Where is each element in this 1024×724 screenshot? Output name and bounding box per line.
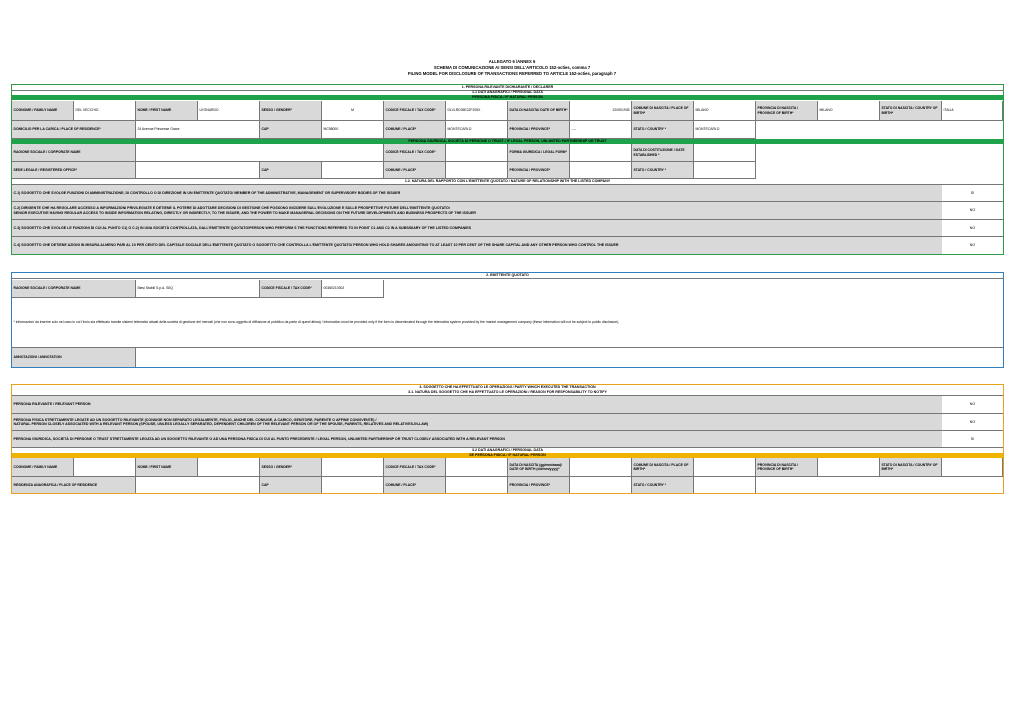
associated-natural-text bbox=[12, 414, 942, 430]
associated-legal-text: PERSONA GIURIDICA, SOCIETÀ DI PERSONE O TRUST STRETTAMENTE LEGATA AD UN SOGGETTO RILEVANTE O AD UNA PERSONA FISICA DI CUI AL PUNTO PRECEDENTE / LEGAL PERSON, UNLIMITED PARTNERSHIP OR TRUST CLOSELY ASSOCIATED WITH A RELEVANT PERSON bbox=[12, 431, 942, 447]
registered-office-field[interactable] bbox=[136, 162, 260, 179]
s3-birth-province-field[interactable] bbox=[818, 458, 880, 477]
relevant-person-row bbox=[12, 396, 1003, 414]
s3-residence-field[interactable] bbox=[136, 477, 260, 493]
name-field[interactable]: LEONARDO bbox=[198, 101, 260, 121]
associated-natural-text-it: PERSONA FISICA STRETTAMENTE LEGATE AD UN SOGGETTO RILEVANTE (CONIUGE NON SEPARATO LEGALMENTE, FIGLIO, ANCHE DEL CONIUGE, A CARICO, GENITORE, PARENTE O AFFINE CONVIVENTE) / bbox=[13, 417, 377, 422]
cap-field[interactable]: MC98000 bbox=[322, 121, 384, 139]
c3-answer[interactable]: NO bbox=[942, 220, 1003, 236]
issuer-corporate-name-field[interactable]: Biesi Stabili S.p.A. SIIQ bbox=[136, 280, 260, 298]
s3-cap-field[interactable] bbox=[322, 477, 384, 493]
surname-label: COGNOME / FAMILY NAME bbox=[12, 101, 74, 121]
c1-row bbox=[12, 185, 1003, 202]
birth-country-label: STATO DI NASCITA / COUNTRY OF BIRTH* bbox=[880, 101, 942, 121]
s3-tax-code-field[interactable] bbox=[446, 458, 508, 477]
gender-field[interactable]: M bbox=[322, 101, 384, 121]
annotation-label: ANNOTAZIONI / ANNOTATION bbox=[12, 348, 136, 367]
corp-tax-code-field[interactable] bbox=[446, 144, 508, 162]
s3-birth-country-label: STATO DI NASCITA / COUNTRY OF BIRTH* bbox=[880, 458, 942, 477]
c4-answer[interactable]: NO bbox=[942, 237, 1003, 254]
date-established-field[interactable] bbox=[694, 144, 756, 162]
c2-row bbox=[12, 202, 1003, 220]
birth-country-field[interactable]: ITALIA bbox=[942, 101, 1003, 121]
c4-text: C.4) SOGGETTO CHE DETIENE AZIONI IN MISURA ALMENO PARI AL 10 PER CENTO DEL CAPITALE SOCIALE DELL'EMITTENTE QUOTATO O SOGGETTO CHE CONTROLLA L'EMITTENTE QUOTATO/ PERSON WHO HOLD SHARES AMOUNTING TO AT LEAST 10 PER CENT OF THE SHARE CAPITAL AND ANY OTHER PERSON WHO CONTROL THE ISSUER bbox=[12, 237, 942, 254]
s3-birth-country-field[interactable] bbox=[942, 458, 1003, 477]
s3-name-field[interactable] bbox=[198, 458, 260, 477]
s3-dob-field[interactable] bbox=[570, 458, 632, 477]
c2-answer[interactable]: NO bbox=[942, 202, 1003, 219]
date-established-label: DATA DI COSTITUZIONE / DATE ESTABLISHED * bbox=[632, 144, 694, 162]
s3-surname-field[interactable] bbox=[74, 458, 136, 477]
s3-residence-label: RESIDENZA ANAGRAFICA / PLACE OF RESIDENCE bbox=[12, 477, 136, 493]
cap-label: CAP bbox=[260, 121, 322, 139]
c2-text-it: C.2) DIRIGENTE CHE HA REGOLARE ACCESSO A INFORMAZIONI PRIVILEGIATE E DETIENE IL POTERE DI ADOTTARE DECISIONI DI GESTIONE CHE POSSONO INCIDERE SULL'EVOLUZIONE E SULLE PROSPETTIVE FUTURE DELL'EMITTENTE QUOTATO/ bbox=[13, 206, 450, 211]
s3-birth-place-field[interactable] bbox=[694, 458, 756, 477]
s3-province-field[interactable] bbox=[570, 477, 632, 493]
s3-cap-label: CAP bbox=[260, 477, 322, 493]
c4-row bbox=[12, 237, 1003, 254]
domicile-field[interactable]: 24 Avenue Princesse Grace bbox=[136, 121, 260, 139]
section-1-title: 1. PERSONA RILEVANTE DICHIARANTE / DECLARER bbox=[12, 85, 1003, 91]
name-label: NOME / FIRST NAME bbox=[136, 101, 198, 121]
birth-province-field[interactable]: MILANO bbox=[818, 101, 880, 121]
section-2-title: 2. EMITTENTE QUOTATO bbox=[12, 273, 1003, 279]
associated-natural-text-en: NATURAL PERSON CLOSELY ASSOCIATED WITH A RELEVANT PERSON (SPOUSE, UNLESS LEGALLY SEPARATED, DEPENDENT CHILDREN OF THE RELEVANT PERSON OR OF THE SPOUSE, PARENTS, RELATIVES AND RELATIVES-IN-LAW) bbox=[13, 422, 429, 426]
c3-row bbox=[12, 220, 1003, 237]
surname-field[interactable]: DEL VECCHIO bbox=[74, 101, 136, 121]
section-1-1-subtitle: 1.1 DATI ANAGRAFICI / PERSONAL DATA bbox=[472, 90, 543, 94]
province2-field[interactable] bbox=[570, 162, 632, 179]
legal-form-field[interactable] bbox=[570, 144, 632, 162]
s3-place-label: COMUNE / PLACE* bbox=[384, 477, 446, 493]
section-3-1-subtitle: 3.1. NATURA DEL SOGGETTO CHE HA EFFETTUATO LE OPERAZIONI / REASON FOR RESPONSABILITY TO NOTIFY bbox=[12, 390, 1003, 396]
tax-code-field[interactable]: DLVLRD35E22F205X bbox=[446, 101, 508, 121]
tax-code-label: CODICE FISCALE / TAX CODE* bbox=[384, 101, 446, 121]
province2-label: PROVINCIA / PROVINCE* bbox=[508, 162, 570, 179]
date-of-birth-field[interactable]: 22/05/1935 bbox=[570, 101, 632, 121]
legal-form-label: FORMA GIURIDICA / LEGAL FORM* bbox=[508, 144, 570, 162]
section-executing-party bbox=[11, 384, 1004, 494]
s3-gender-label: SESSO / GENDER* bbox=[260, 458, 322, 477]
s3-province-label: PROVINCIA / PROVINCE* bbox=[508, 477, 570, 493]
s3-surname-label: COGNOME / FAMILY NAME bbox=[12, 458, 74, 477]
birth-place-label: COMUNE DI NASCITA / PLACE OF BIRTH* bbox=[632, 101, 694, 121]
issuer-tax-code-field[interactable]: 00380210302 bbox=[322, 280, 384, 298]
natural-person-bar-3: SE PERSONA FISICA / IF NATURAL PERSON bbox=[12, 453, 1003, 458]
gender-label: SESSO / GENDER* bbox=[260, 101, 322, 121]
s3-place-field[interactable] bbox=[446, 477, 508, 493]
registered-office-label: SEDE LEGALE / REGISTERED OFFICE* bbox=[12, 162, 136, 179]
section-declarer bbox=[11, 84, 1004, 255]
c2-text bbox=[12, 202, 942, 219]
associated-natural-row bbox=[12, 414, 1003, 431]
s3-country-label: STATO / COUNTRY * bbox=[632, 477, 694, 493]
section-3-title: 3. SOGGETTO CHE HA EFFETTUATO LE OPERAZIONI / PARTY WHICH EXECUTED THE TRANSACTION bbox=[419, 385, 596, 389]
s3-tax-code-label: CODICE FISCALE / TAX CODE* bbox=[384, 458, 446, 477]
filing-model-title: FILING MODEL FOR DISCLOSURE OF TRANSACTIONS REFERRED TO ARTICLE 152-octies, paragraph 7 bbox=[407, 71, 617, 76]
birth-place-field[interactable]: MILANO bbox=[694, 101, 756, 121]
issuer-corporate-name-label: RAGIONE SOCIALE / CORPORATE NAME bbox=[12, 280, 136, 298]
nature-relationship-bar: 1.2. NATURA DEL RAPPORTO CON L'EMITTENTE QUOTATO / NATURE OF RELATIONSHIP WITH THE LISTED COMPANY bbox=[12, 179, 1003, 185]
cap2-field[interactable] bbox=[322, 162, 384, 179]
s3-dob-label: DATA DI NASCITA (gg/mm/aaaa)/ DATE OF BIRTH (dd/mm/yyyy)* bbox=[508, 458, 570, 477]
disclosure-note: * informazioni da inserire solo nel caso in cui l'invio sia effettuato tramite sistemi telematici attuati della società di gestione dei mercati (che non sono oggetto di diffusione al pubblico da parte di quest'ultima) / information must be provided only if the form is disseminated through the telematics system provided by the market management company (these information will not be subject to public disclosure). bbox=[12, 298, 1003, 348]
place2-label: COMUNE / PLACE* bbox=[384, 162, 446, 179]
birth-province-label: PROVINCIA DI NASCITA / PROVINCE OF BIRTH* bbox=[756, 101, 818, 121]
schema-title: SCHEMA DI COMUNICAZIONE AI SENSI DELL'ARTICOLO 152-octies, comma 7 bbox=[433, 65, 591, 70]
country2-label: STATO / COUNTRY * bbox=[632, 162, 694, 179]
s3-gender-field[interactable] bbox=[322, 458, 384, 477]
relevant-person-text: PERSONA RILEVANTE / RELEVANT PERSON bbox=[12, 396, 942, 413]
associated-legal-answer[interactable]: SI bbox=[942, 431, 1003, 447]
date-of-birth-label: DATA DI NASCITA/ DATE OF BIRTH* bbox=[508, 101, 570, 121]
legal-person-bar: PERSONA GIURIDICA, SOCIETÀ DI PERSONE O TRUST / IF LEGAL PERSON, UNLIMITED PARTNERSHIP OR TRUST bbox=[12, 139, 1003, 144]
province-label: PROVINCIA / PROVINCE* bbox=[508, 121, 570, 139]
relevant-person-answer[interactable]: NO bbox=[942, 396, 1003, 413]
country2-field[interactable] bbox=[694, 162, 756, 179]
corporate-name-field[interactable] bbox=[136, 144, 384, 162]
associated-natural-answer[interactable]: NO bbox=[942, 414, 1003, 430]
c2-text-en: SENIOR EXECUTIVE HAVING REGULAR ACCESS TO INSIDE INFORMATION RELATING, DIRECTLY OR INDIRECTLY, TO THE ISSUER, AND THE POWER TO MAKE MANAGERIAL DECISIONS ON THE FUTURE DEVELOPMENTS AND BUSINESS PROSPECTS OF THE ISSUER bbox=[13, 210, 476, 215]
section-listed-issuer bbox=[11, 272, 1004, 368]
s3-birth-place-label: COMUNE DI NASCITA / PLACE OF BIRTH* bbox=[632, 458, 694, 477]
c3-text: C.3) SOGGETTO CHE SVOLGE LE FUNZIONI DI CUI AL PUNTO C1) O C.2) IN UNA SOCIETÀ CONTROLLATA, DALL'EMITTENTE QUOTATO/PERSON WHO PERFORM S THE FUNCTIONS REFERRED TO IN POINT C1 AND C2 IN A SUBSIDIARY OF THE LISTED COMPANIES bbox=[12, 220, 942, 236]
cap2-label: CAP bbox=[260, 162, 322, 179]
personal-data-bar: 3.2 DATI ANAGRAFICI / PERSONAL DATA bbox=[472, 448, 543, 452]
c1-text: C.1) SOGGETTO CHE SVOLGE FUNZIONI DI AMMINISTRAZIONE, DI CONTROLLO O DI DIREZIONE IN UN EMITTENTE QUOTATO/ MEMBER OF THE ADMINISTRATIVE, MANAGEMENT OR SUPERVISORY BODIES OF THE ISSUER bbox=[12, 185, 942, 201]
domicile-label: DOMICILIO PER LA CARICA / PLACE OF RESIDENCE* bbox=[12, 121, 136, 139]
associated-legal-row bbox=[12, 431, 1003, 448]
s3-name-label: NOME / FIRST NAME bbox=[136, 458, 198, 477]
corporate-name-label: RAGIONE SOCIALE / CORPORATE NAME bbox=[12, 144, 136, 162]
issuer-tax-code-label: CODICE FISCALE / TAX CODE* bbox=[260, 280, 322, 298]
country-field[interactable]: MONTECARLO bbox=[694, 121, 756, 139]
corp-tax-code-label: CODICE FISCALE / TAX CODE* bbox=[384, 144, 446, 162]
country-label: STATO / COUNTRY * bbox=[632, 121, 694, 139]
place-field[interactable]: MONTECARLO bbox=[446, 121, 508, 139]
s3-country-field[interactable] bbox=[694, 477, 756, 493]
province-field[interactable]: ---- bbox=[570, 121, 632, 139]
annex-title: ALLEGATO 6 /ANNEX 6 bbox=[488, 59, 536, 64]
natural-person-bar: PERSONA FISICA / IF NATURAL PERSON bbox=[12, 95, 1003, 100]
place2-field[interactable] bbox=[446, 162, 508, 179]
place-label: COMUNE / PLACE* bbox=[384, 121, 446, 139]
annotation-field[interactable] bbox=[136, 348, 1003, 367]
s3-birth-province-label: PROVINCIA DI NASCITA / PROVINCE OF BIRTH* bbox=[756, 458, 818, 477]
c1-answer[interactable]: SI bbox=[942, 185, 1003, 201]
